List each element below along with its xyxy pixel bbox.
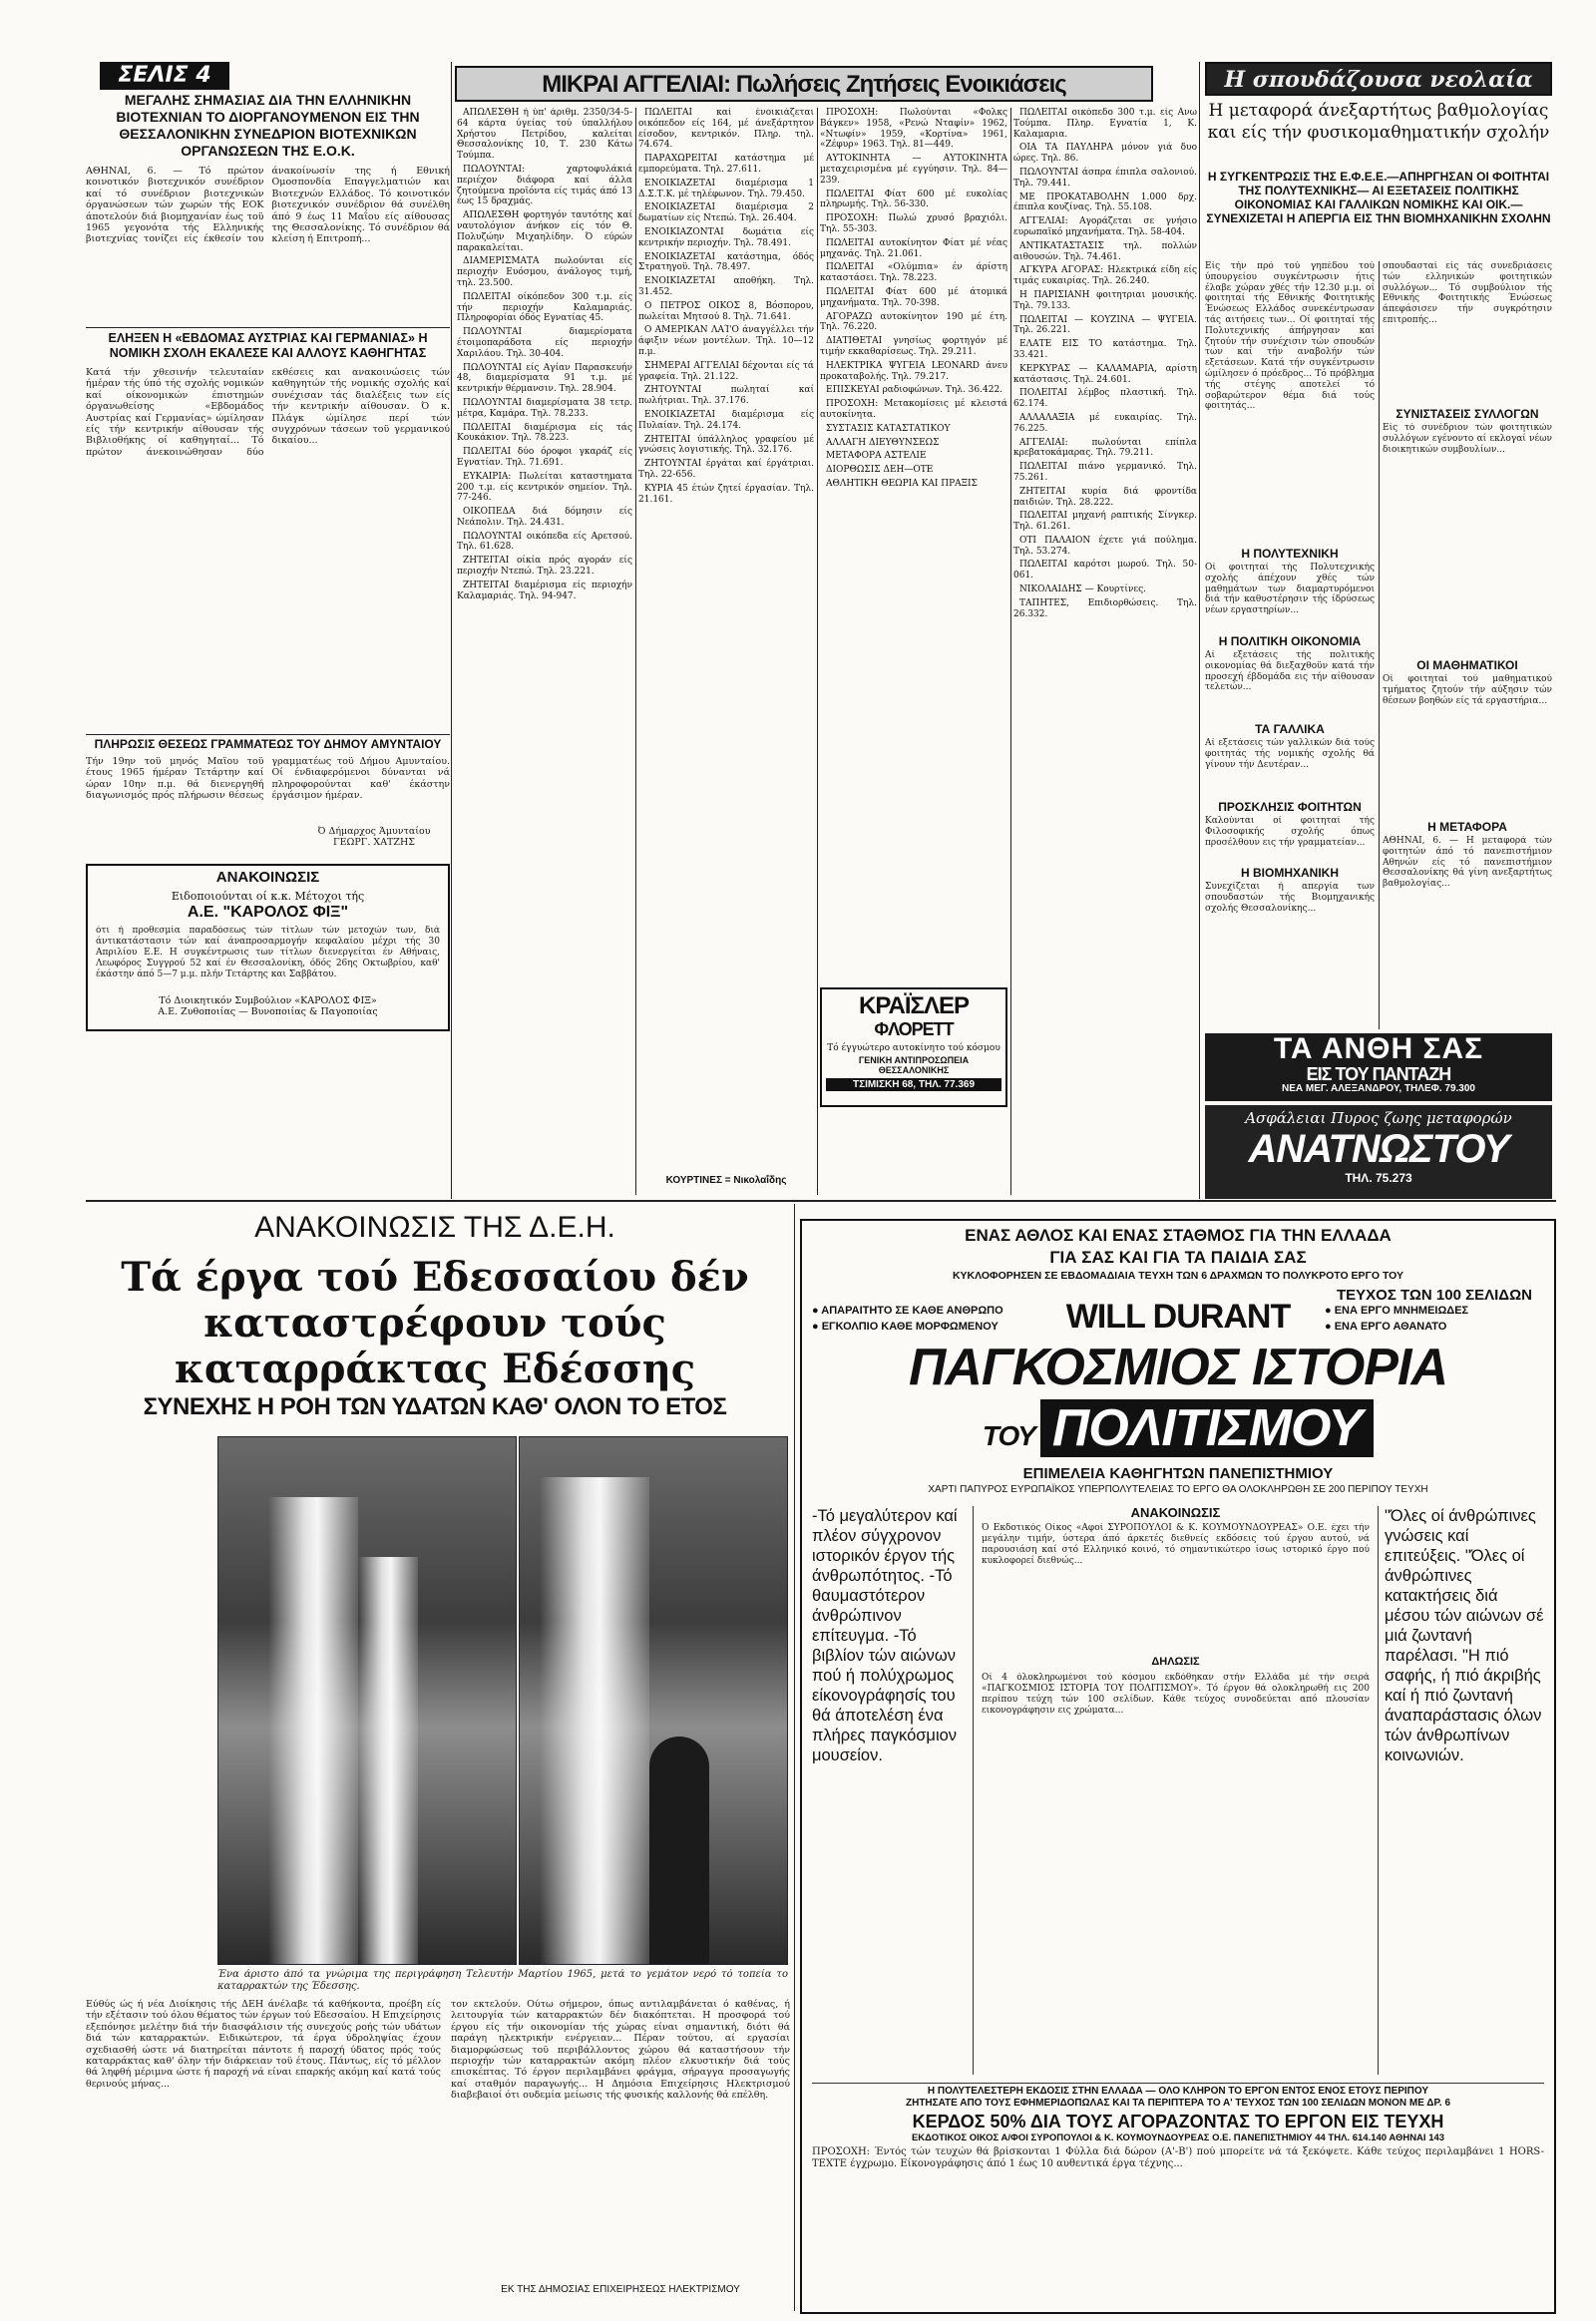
classified-ad: ΕΝΟΙΚΙΑΖΕΤΑΙ κατάστημα, όδός Στρατηγοϋ. Τηλ. 78.497. (638, 251, 814, 273)
durant-title1: ΠΑΓΚΟΣΜΙΟΣ ΙΣΤΟΡΙΑ (908, 1339, 1447, 1397)
announcement-intro: Ειδοποιούνται οί κ.κ. Μέτοχοι τής (171, 889, 365, 903)
classified-ad: ΚΥΡΙΑ 45 έτών ζητεί έργασίαν. Τηλ. 21.161. (638, 483, 814, 505)
announcement-title: ΑΝΑΚΟΙΝΩΣΙΣ (215, 869, 320, 886)
article-amyntaio: Τήν 19ην τοϋ μηνός Μαΐου τοϋ έτους 1965 ήμέραν Τετάρτην καί ώραν 10ην π.μ. θά διενεργηθή διαγωνισμός πρός πλήρωσιν θέσεως γραμματέως τοϋ Δήμου Αμυνταίου. Οί ένδιαφερόμενοι δύνανται νά πληροφορούνται καθ' έκάστην έργάσιμον ήμέραν. (86, 756, 450, 802)
announcement-company: Α.Ε. "ΚΑΡΟΛΟΣ ΦΙΞ" (187, 903, 349, 921)
classified-ad: ΖΗΤΕΙΤΑΙ διαμέρισμα είς περιοχήν Καλαμαριάς. Τηλ. 94-947. (457, 580, 632, 601)
classified-ad: ΠΩΛΕΙΤΑΙ καί ένοικιάζεται οικόπεδον είς 164, μέ άνεξάρτητον είσοδον, κεντρικόν. Πληρ. τηλ. 74.674. (638, 108, 814, 151)
classified-ad: ΠΡΟΣΟΧΗ: Μετακομίσεις μέ κλειστά αυτοκίνητα. (820, 399, 1007, 420)
classifieds-col-c (820, 108, 1007, 985)
classified-ad: ΖΗΤΕΙΤΑΙ ύπάλληλος γραφείου μέ γνώσεις λογιστικής. Τηλ. 32.176. (638, 434, 814, 456)
durant-quote-left: -Τό μεγαλύτερον καί πλέον σύγχρονον ιστορικόν έργον τής άνθρωπότητος. -Τό θαυμαστότερον άνθρώπινον επίτευγμα. -Τό βιβλίον τών αιώνων πού ή πολύχρωμος είκονογράφησίς του θά άποτελέση ένα πλήρες παγκόσμιον μουσείον. (812, 1506, 958, 1764)
classified-ad: ΠΩΛΕΙΤΑΙ — ΚΟΥΖΙΝΑ — ΨΥΓΕΙΑ. Τηλ. 26.221. (1013, 314, 1197, 336)
classified-ad: ΠΩΛΟΥΝΤΑΙ διαμερίσματα έτοιμοπαράδοτα είς περιοχήν Χαριλάου. Τηλ. 30-404. (457, 327, 632, 359)
classified-ad: ΑΘΛΗΤΙΚΗ ΘΕΩΡΙΑ ΚΑΙ ΠΡΑΞΙΣ (826, 478, 978, 489)
durant-footer-5: ΠΡΟΣΟΧΗ: Έντός τών τευχών θά βρίσκονται 1 Φύλλα διά δώρον (Α'-Β') πού μπορείτε νά τά ξεκόψετε. Κάθε τεύχος περιλαμβάνει 1 HORS-TEXTE έγχρωμο. Είκονογράφησις άπό 1 έως 10 αυθεντικά έργα τέχνης... (812, 2145, 1544, 2169)
article-law-school: Κατά τήν χθεσινήν τελευταίαν ήμέραν τής ύπό τής σχολής νομικών καί οίκονομικών έπιστημών όργανωθείσης «Εβδομάδος Αυστρίας καί Γερμανίας» ώμίλησαν είς τήν κεντρικήν αίθουσαν τής Βιβλιοθήκης οί καθηγηταί... Τό πρώτον άνεκοινώθησαν δύο εκθέσεις και ανακοινώσεις τών καθηγητών τής νομικής σχολής καί συνέχισαν τάς διαλέξεις των είς τήν κεντρικήν αίθουσαν. Ό κ. Πλάγκ ώμίλησε περί τών συγχρόνων τάσεων τοϋ γερμανικού δικαίου... (86, 367, 450, 458)
article-vioteχnia: ΑΘΗΝΑΙ, 6. — Τό πρώτον κοινοτικόν βιοτεχνικόν συνέδριον καί τό συνέδριον βιοτεχνικών όργανώσεων τών χωρών τής ΕΟΚ άποτελούν διά βιομηχανίαν έως τοϋ 1965 γεγονότα τής Ελληνικής βιοτεχνίας τονίζει είς έκθεσίν του άνακοίνωσίν της ή Εθνική Ομοσπονδία Επαγγελματιών και Βιοτεχνών Ελλάδος. Τό κοινοτικόν βιοτεχνικόν συνέδριον θά συνέλθη άπό 9 έως 11 Μαΐου είς αίθουσας της Θεσσαλονίκης. Τό συνέδριον θά κλείση ή Επιτροπή... (86, 166, 450, 245)
classified-ad: ΑΓΚΥΡΑ ΑΓΟΡΑΣ: Ηλεκτρικά είδη είς τιμάς ευκαιρίας. Τηλ. 26.240. (1013, 265, 1197, 287)
classified-ad: ΠΩΛΕΙΤΑΙ Φίατ 600 μέ άτομικά μηχανήματα. Τηλ. 70-398. (820, 286, 1007, 308)
flowers-address: ΝΕΑ ΜΕΓ. ΑΛΕΞΑΝΔΡΟΥ, ΤΗΛΕΦ. 79.300 (1282, 1083, 1475, 1094)
durant-title2: ΠΟΛΙΤΙΣΜΟΥ (1040, 1399, 1374, 1457)
youth-sub-polytechnic-text: Οί φοιτηταί τής Πολυτεχνικής σχολής άπέχουν χθές τών μαθημάτων των διαμαρτυρόμενοι διά τήν καθυστέρησιν τής ίδρύσεως νέων εργαστηρίων... (1205, 563, 1375, 616)
durant-paper: ΧΑΡΤΙ ΠΑΠΥΡΟΣ ΕΥΡΩΠΑΪΚΟΣ ΥΠΕΡΠΟΛΥΤΕΛΕΙΑΣ ΤΟ ΕΡΓΟ ΘΑ ΟΛΟΚΛΗΡΩΘΗ ΣΕ 200 ΠΕΡΙΠΟΥ ΤΕΥΧΗ (928, 1484, 1428, 1496)
classified-ad: ΠΩΛΕΙΤΑΙ διαμέρισμα είς τάς Κουκάκιον. Τηλ. 78.223. (457, 422, 632, 444)
chrysler-agency: ΓΕΝΙΚΗ ΑΝΤΙΠΡΟΣΩΠΕΙΑ ΘΕΣΣΑΛΟΝΙΚΗΣ (858, 1055, 970, 1075)
classified-ad: ΣΗΜΕΡΑΙ ΑΓΓΕΛΙΑΙ δέχονται είς τά γραφεία. Τηλ. 21.122. (638, 360, 814, 382)
dei-text-left (86, 1436, 211, 1975)
dei-kicker: ΑΝΑΚΟΙΝΩΣΙΣ ΤΗΣ Δ.Ε.Η. (254, 1211, 615, 1244)
curtains-footer: ΚΟΥΡΤΙΝΕΣ = Νικολαΐδης (665, 1175, 787, 1186)
announcement-sign: Τό Διοικητικόν Συμβούλιον «ΚΑΡΟΛΟΣ ΦΙΞ» (159, 994, 377, 1006)
youth-col-left (1205, 261, 1375, 1029)
classified-banner (455, 66, 1153, 102)
classified-ad: ΠΩΛΟΥΝΤΑΙ είς Αγίαν Παρασκευήν 48, διαμερίσματα 91 τ.μ. μέ κεντρικήν θέρμανσιν. Τηλ. 28.904. (457, 362, 632, 395)
classified-ad: ΠΑΡΑΧΩΡΕΙΤΑΙ κατάστημα μέ εμπορεύματα. Τηλ. 27.611. (638, 154, 814, 175)
youth-sub-polytechnic: Η ΠΟΛΥΤΕΧΝΙΚΗ (1241, 547, 1339, 561)
classified-ad: ΠΩΛΕΙΤΑΙ οικόπεδο 300 τ.μ. είς Ανω Τούμπα. Πληρ. Εγνατία 1, Κ. Καλαμαρια. (1013, 108, 1197, 140)
durant-notice-title: ΑΝΑΚΟΙΝΩΣΙΣ (1130, 1505, 1221, 1520)
classifieds-col-a (457, 108, 632, 1195)
classified-ad: ΔΙΑΤΙΘΕΤΑΙ γνησίως φορτηγόν μέ τιμήν εκκαθαρίσεως. Τηλ. 29.211. (820, 336, 1007, 357)
insurance-name: ΑΝΑΤΝΩΣΤΟΥ (1248, 1127, 1509, 1171)
classified-ad: ΕΝΟΙΚΙΑΖΕΤΑΙ διαμέρισμα 1 Δ.Σ.Τ.Κ. μέ τηλέφωνον. Τηλ. 79.450. (638, 178, 814, 199)
classified-ad: ΤΑΠΗΤΕΣ, Επιδιορθώσεις. Τηλ. 26.332. (1013, 597, 1197, 619)
classified-ad: ΠΩΛΕΙΤΑΙ δύο όροφοι γκαράζ είς Εγνατίαν. Τηλ. 71.691. (457, 447, 632, 468)
classified-ad: ΕΝΟΙΚΙΑΖΕΤΑΙ διαμέρισμα 2 δωματίων είς Ντεπώ. Τηλ. 26.404. (638, 202, 814, 224)
classified-banner-text: ΜΙΚΡΑΙ ΑΓΓΕΛΙΑΙ: Πωλήσεις Ζητήσεις Ενοικιάσεις (542, 71, 1066, 98)
classified-ad: ΑΝΤΙΚΑΤΑΣΤΑΣΙΣ τηλ. πολλών αιθουσών. Τηλ. 74.461. (1013, 240, 1197, 262)
durant-notice-sub: ΔΗΛΩΣΙΣ (1151, 1656, 1200, 1669)
classified-ad: ΖΗΤΕΙΤΑΙ κυρία διά φροντίδα παιδιών. Τηλ. 28.222. (1013, 486, 1197, 508)
youth-sub-mathematicians-text: Οί φοιτηταί τού μαθηματικού τμήματος ζητούν τήν αύξησιν τών θέσεων βοηθών είς τά εργαστήρια... (1383, 674, 1552, 706)
classified-ad: ΟΙΚΟΠΕΔΑ διά δόμησιν είς Νεάπολιν. Τηλ. 24.431. (457, 507, 632, 528)
youth-sub-industrial-text: Συνεχίζεται ή απεργία των σπουδαστών τής Βιομηχανικής σχολής Θεσσαλονίκης... (1205, 882, 1375, 914)
main-headline: ΜΕΓΑΛΗΣ ΣΗΜΑΣΙΑΣ ΔΙΑ ΤΗΝ ΕΛΛΗΝΙΚΗΝ ΒΙΟΤΕΧΝΙΑΝ ΤΟ ΔΙΟΡΓΑΝΟΥΜΕΝΟΝ ΕΙΣ ΤΗΝ ΘΕΣΣΑΛΟΝΙΚΗΝ ΣΥΝΕΔΡΙΟΝ ΒΙΟΤΕΧΝΙΚΩΝ ΟΡΓΑΝΩΣΕΩΝ ΤΗΣ Ε.Ο.Κ. (116, 92, 420, 159)
youth-sub-industrial: Η ΒΙΟΜΗΧΑΝΙΚΗ (1241, 866, 1339, 880)
section-label: ΣΕΛΙΣ 4 (100, 62, 229, 90)
classified-ad: ΑΥΤΟΚΙΝΗΤΑ — ΑΥΤΟΚΙΝΗΤΑ μεταχειρισμένα μέ εγγύησιν. Τηλ. 84—239. (820, 154, 1007, 186)
youth-sub-economy: Η ΠΟΛΙΤΙΚΗ ΟΙΚΟΝΟΜΙΑ (1218, 634, 1362, 648)
chrysler-title: ΚΡΑΪΣΛΕΡ (859, 992, 969, 1019)
classified-ad: ΕΝΟΙΚΙΑΖΕΤΑΙ διαμέρισμα είς Πυλαίαν. Τηλ. 24.174. (638, 409, 814, 431)
youth-sub-mathematicians: ΟΙ ΜΑΘΗΜΑΤΙΚΟΙ (1416, 658, 1518, 672)
durant-bullets-left (812, 1303, 1031, 1335)
classified-ad: ΟΤΙ ΠΑΛΑΙΟΝ έχετε γιά πούλημα. Τηλ. 53.274. (1013, 535, 1197, 557)
youth-sub-unions: ΣΥΝΙΣΤΑΣΕΙΣ ΣΥΛΛΟΓΩΝ (1396, 407, 1539, 421)
durant-title2-pre: ΤΟΥ (982, 1420, 1035, 1452)
classified-ad: ΖΗΤΕΙΤΑΙ οίκία πρός αγοράν είς περιοχήν Ντεπώ. Τηλ. 23.221. (457, 556, 632, 578)
durant-footer-4: ΕΚΔΟΤΙΚΟΣ ΟΙΚΟΣ Α/ΦΟΙ ΣΥΡΟΠΟΥΛΟΙ & Κ. ΚΟΥΜΟΥΝΔΟΥΡΕΑΣ Ο.Ε. ΠΑΝΕΠΙΣΤΗΜΙΟΥ 44 ΤΗΛ. 614.140 ΑΘΗΝΑΙ 143 (911, 2131, 1445, 2143)
durant-author: WILL DURANT (1065, 1298, 1291, 1337)
classified-ad: ΣΥΣΤΑΣΙΣ ΚΑΤΑΣΤΑΤΙΚΟΥ (826, 423, 951, 434)
classified-ad: ΠΩΛΕΙΤΑΙ μηχανή ραπτικής Σίνγκερ. Τηλ. 61.261. (1013, 511, 1197, 533)
insurance-tel: ΤΗΛ. 75.273 (1345, 1171, 1412, 1185)
dei-text-bottom-left: Εύθύς ώς ή νέα Διοίκησις τής ΔΕΗ άνέλαβε τά καθήκοντα, προέβη είς τήν εξέτασιν τού όλου θέματος τών έργων τού Εδεσσαίου. Η Επιχείρησις εξεπόνησε μελέτην διά τήν διασφάλισιν τής συνεχούς ροής τών υδάτων διά τών καταρρακτών. Ειδικώτερον, τά έργα ύδροληψίας έχουν σχεδιασθή ώστε νά διατηρείται πάντοτε ή παροχή ύδατος πρός τούς καταρράκτας καθ' όλην τήν διάρκειαν τοϋ έτους. Πάντως, είς τό μέλλον θά ληφθή μέριμνα ώστε ή παροχή νά είναι επαρκής ακόμη καί κατά τούς θερινούς μήνας... (86, 1999, 441, 2090)
durant-quote-right: "Όλες οί άνθρώπινες γνώσεις καί επιτεύξεις. "Όλες οί άνθρώπινες κατακτήσεις διά μέσου τών αιώνων σέ μιά ζωντανή παρέλασι. "Η πιό σαφής, ή πιό άκριβής καί ή πιό ζωντανή άναπαράστασις όλων τών άνθρωπίνων κοινωνιών. (1385, 1506, 1544, 1764)
chrysler-address: ΤΣΙΜΙΣΚΗ 68, ΤΗΛ. 77.369 (826, 1078, 1001, 1091)
durant-ad (800, 1219, 1556, 2314)
dei-headline: Τά έργα τού Εδεσσαίου δέν καταστρέφουν τούς καταρράκτας Εδέσσης (121, 1254, 749, 1392)
classified-ad: ΚΕΡΚΥΡΑΣ — ΚΑΛΑΜΑΡΙΑ, αρίστη κατάστασις. Τηλ. 24.601. (1013, 363, 1197, 385)
classified-ad: ΔΙΟΡΘΩΣΙΣ ΔΕΗ—ΟΤΕ (826, 465, 934, 476)
dei-text-bottom-right: τον εκτελούν. Ούτω σήμερον, όπως αντιλαμβάνεται ό καθένας, ή λειτουργία τών καταρρακτών δέν διακόπτεται. Η προσφορά τού έργου είς τήν οικονομίαν τής χώρας είναι σημαντική, διότι θά παράγη ηλεκτρικήν ενέργειαν... Πέραν τούτου, αί εργασίαι διαμορφώσεως τοϋ περιβάλλοντος χώρου θά καταστήσουν τήν περιοχήν τών καταρρακτών ακόμη πλέον ελκυστικήν διά τούς επισκέπτας. Τό έργον περιλαμβάνει φράγμα, σήραγγα προσαγωγής καί σταθμόν παραγωγής... Η Δημόσια Επιχείρησις Ηλεκτρισμού διαβεβαιοί ότι ουδεμία μείωσις τής φυσικής καλλονής θά επέλθη. (451, 1999, 790, 2102)
youth-banner (1205, 62, 1552, 96)
durant-bullet-1: ● ΑΠΑΡΑΙΤΗΤΟ ΣΕ ΚΑΘΕ ΑΝΘΡΩΠΟ (812, 1305, 1003, 1318)
headline-law-school: ΕΛΗΞΕΝ Η «ΕΒΔΟΜΑΣ ΑΥΣΤΡΙΑΣ ΚΑΙ ΓΕΡΜΑΝΙΑΣ» Η ΝΟΜΙΚΗ ΣΧΟΛΗ ΕΚΑΛΕΣΕ ΚΑΙ ΑΛΛΟΥΣ ΚΑΘΗΓΗΤΑΣ (108, 331, 428, 360)
classified-ad: ΠΡΟΣΟΧΗ: Πωλώ χρυσό βραχιόλι. Τηλ. 55-303. (820, 213, 1007, 234)
classified-ad: ΠΩΛΕΙΤΑΙ αυτοκίνητον Φίατ μέ νέας μηχανάς. Τηλ. 21.061. (820, 237, 1007, 259)
classified-ad: ΠΩΛΟΥΝΤΑΙ οικόπεδα είς Αρετσού. Τηλ. 61.628. (457, 531, 632, 553)
classified-ad: ΠΩΛΕΙΤΑΙ καρότσι μωρού. Τηλ. 50-061. (1013, 560, 1197, 581)
classified-ad: ΑΓΟΡΑΖΩ αυτοκίνητον 190 μέ έτη. Τηλ. 76.220. (820, 311, 1007, 333)
classified-ad: ΕΛΑΤΕ ΕΙΣ ΤΟ κατάστημα. Τηλ. 33.421. (1013, 339, 1197, 360)
announcement-box (86, 864, 450, 1031)
flowers-title: ΤΑ ΑΝΘΗ ΣΑΣ (1273, 1032, 1484, 1065)
flowers-sub: ΕΙΣ ΤΟΥ ΠΑΝΤΑΖΗ (1306, 1064, 1451, 1084)
youth-sub-french-text: Αί εξετάσεις τών γαλλικών διά τούς φοιτητάς τής νομικής σχολής θά γίνουν τήν Δευτέραν... (1205, 738, 1375, 770)
youth-sub-transfer-text: ΑΘΗΝΑΙ, 6. — Η μεταφορά τών φοιτητών άπό τό πανεπιστήμιον Αθηνών είς τό πανεπιστήμιον Θεσσαλονίκης θά γίνη ανεξαρτήτως βαθμολογίας... (1383, 836, 1552, 890)
dei-subhead: ΣΥΝΕΧΗΣ Η ΡΟΗ ΤΩΝ ΥΔΑΤΩΝ ΚΑΘ' ΟΛΟΝ ΤΟ ΕΤΟΣ (143, 1393, 727, 1420)
youth-sub-unions-text: Είς τό συνέδριον τών φοιτητικών συλλόγων εγένοντο αί εκλογαί νέων διοικητικών συμβουλίων... (1383, 423, 1552, 455)
chrysler-body: Τό έγγυώτερο αυτοκίνητο τού κόσμου (827, 1043, 1000, 1053)
youth-banner-text: Η σπουδάζουσα νεολαία (1224, 67, 1533, 93)
classified-ad: ΑΠΩΛΕΣΘΗ φορτηγόν ταυτότης καί ναυτολόγιον άνήκον είς τόν Θ. Πολυζώην Μιχαηλίδην. Ό εύρών παρακαλείται. (457, 210, 632, 253)
classified-ad: ΝΙΚΟΛΑΙΔΗΣ — Κουρτίνες. (1019, 584, 1146, 595)
classified-ad: Η ΠΑΡΙΣΙΑΝΗ φοιτητριαι μουσικής. Τηλ. 79.133. (1013, 289, 1197, 311)
durant-pages: ΤΕΥΧΟΣ ΤΩΝ 100 ΣΕΛΙΔΩΝ (1337, 1286, 1532, 1304)
classified-ad: ΠΩΛΟΥΝΤΑΙ διαμερίσματα 38 τετρ. μέτρα, Καμάρα. Τηλ. 78.233. (457, 397, 632, 419)
classified-ad: ΠΩΛΕΙΤΑΙ πιάνο γερμανικό. Τηλ. 75.261. (1013, 462, 1197, 483)
amyntaio-signature: Ό Δήμαρχος Άμυνταίου ΓΕΩΡΓ. ΧΑΤΖΗΣ (317, 826, 431, 849)
youth-text-2: σπουδασταί είς τάς συνεδριάσεις τών ελληνικών φοιτητικών συλλόγων... Τό συμβούλιον τής Εθνικής Φοιτητικής Ένώσεως άπεφάσισεν τήν συγκρότησιν επιτροπής... (1383, 261, 1552, 325)
classified-ad: ΗΛΕΚΤΡΙΚΑ ΨΥΓΕΙΑ LEONARD άνευ προκαταβολής. Τηλ. 79.217. (820, 360, 1007, 382)
classified-ad: ΠΩΛΕΙΤΑΙ Φίατ 600 μέ ευκολίας πληρωμής. Τηλ. 56-330. (820, 189, 1007, 210)
headline-amyntaio: ΠΛΗΡΩΣΙΣ ΘΕΣΕΩΣ ΓΡΑΜΜΑΤΕΩΣ ΤΟΥ ΔΗΜΟΥ ΑΜΥΝΤΑΙΟΥ (94, 737, 442, 751)
chrysler-ad (820, 987, 1007, 1107)
classified-ad: ΠΩΛΟΥΝΤΑΙ άσπρα έπιπλα σαλονιού. Τηλ. 79.441. (1013, 167, 1197, 189)
flowers-ad (1205, 1033, 1552, 1101)
youth-subheadline: Η ΣΥΓΚΕΝΤΡΩΣΙΣ ΤΗΣ Ε.Φ.Ε.Ε.—ΑΠΗΡΓΗΣΑΝ ΟΙ ΦΟΙΤΗΤΑΙ ΤΗΣ ΠΟΛΥΤΕΧΝΙΚΗΣ— ΑΙ ΕΞΕΤΑΣΕΙΣ ΠΟΛΙΤΙΚΗΣ ΟΙΚΟΝΟΜΙΑΣ ΚΑΙ ΓΑΛΛΙΚΩΝ ΝΟΜΙΚΗΣ ΚΑΙ ΟΙΚ.—ΣΥΝΕΧΙΖΕΤΑΙ Η ΑΠΕΡΓΙΑ ΕΙΣ ΤΗΝ ΒΙΟΜΗΧΑΝΙΚΗΝ ΣΧΟΛΗΝ (1206, 170, 1551, 225)
classified-ad: ΕΝΟΙΚΙΑΖΕΤΑΙ αποθήκη. Τηλ. 31.452. (638, 276, 814, 297)
durant-footer-1: Η ΠΟΛΥΤΕΛΕΣΤΕΡΗ ΕΚΔΟΣΙΣ ΣΤΗΝ ΕΛΛΑΔΑ — ΟΛΟ ΚΛΗΡΟΝ ΤΟ ΕΡΓΟΝ ΕΝΤΟΣ ΕΝΟΣ ΕΤΟΥΣ ΠΕΡΙΠΟΥ (812, 2083, 1544, 2098)
classified-ad: ΠΩΛΕΙΤΑΙ οίκόπεδον 300 τ.μ. είς τήν περιοχήν Καλαμαριάς. Πληροφορίαι όδός Εγνατίας 45. (457, 291, 632, 324)
waterfall-photo-right (519, 1436, 788, 1965)
classified-ad: ΠΡΟΣΟΧΗ: Πωλούνται «Φολκς Βάγκεν» 1958, «Ρενώ Νταφίν» 1962, «Ντωφίν» 1959, «Κορτίνα» 1961, «Ζέφυρ» 1963. Τηλ. 81—449. (820, 108, 1007, 151)
durant-bullet-4: ● ΕΝΑ ΕΡΓΟ ΑΘΑΝΑΤΟ (1324, 1321, 1447, 1334)
classified-ad: ΕΝΟΙΚΙΑΖΟΝΤΑΙ δωμάτια είς κεντρικήν περιοχήν. Τηλ. 78.491. (638, 226, 814, 248)
youth-sub-invitation: ΠΡΟΣΚΛΗΣΙΣ ΦΟΙΤΗΤΩΝ (1218, 800, 1362, 814)
dei-caption: Ένα άριστο άπό τα γνώριμα της περιγράφηση Τελευτήν Μαρτίου 1965, μετά το γεμάτον νερό τό τοπεία το καταρρακτών της Έδεσσης. (217, 1969, 788, 1992)
waterfall-photo-left (217, 1436, 517, 1965)
youth-col-right (1383, 261, 1552, 1029)
durant-notice-text-2: Οί 4 όλοκληρωμένοι τού κόσμου εκδόθηκαν στήν Ελλάδα μέ τήν σειρά «ΠΑΓΚΟΣΜΙΟΣ ΙΣΤΟΡΙΑ ΤΟΥ ΠΟΛΙΤΙΣΜΟΥ». Τό έργον θά ολοκληρωθή εις 200 περίπου τεύχη τών 100 σελίδων. Κάθε τεύχος συνοδεύεται από πλουσίαν εικονογράφησιν εις χρώματα... (982, 1672, 1370, 1716)
classified-ad: ΖΗΤΟΥΝΤΑΙ πωληταί καί πωλήτριαι. Τηλ. 37.176. (638, 385, 814, 407)
classified-ad: ΔΙΑΜΕΡΙΣΜΑΤΑ πωλούνται είς περιοχήν Ευόσμου, άνάλογος τιμή, τηλ. 23.500. (457, 256, 632, 288)
classifieds-col-b (638, 108, 814, 1195)
youth-sub-transfer: Η ΜΕΤΑΦΟΡΑ (1427, 820, 1507, 834)
durant-notice-text: Ό Εκδοτικός Οίκος «Αφοί ΣΥΡΟΠΟΥΛΟΙ & Κ. ΚΟΥΜΟΥΝΔΟΥΡΕΑΣ» Ο.Ε. έχει τήν μεγάλην τιμήν, ύστερα άπό άρκετές διεθνείς εκδόσεις τού έργου αυτού, νά παρουσιάση καί στό Ελληνικό κοινό, τό σημαντικώτερο ίσως ιστορικό έργο πού κυκλοφορεί διεθνώς... (982, 1523, 1370, 1567)
classified-ad: ΑΓΓΕΛΙΑΙ: πωλούνται επίπλα κρεβατοκάμαρας. Τηλ. 79.211. (1013, 437, 1197, 459)
insurance-top: Ασφάλειαι Πυρος ζωης μεταφορών (1245, 1109, 1512, 1127)
durant-bullet-2: ● ΕΓΚΟΛΠΙΟ ΚΑΘΕ ΜΟΡΦΩΜΕΝΟΥ (812, 1321, 998, 1334)
youth-sub-economy-text: Αί εξετάσεις τής πολιτικής οικονομίας θά διεξαχθοϋν κατά τήν προσεχή έβδομάδα εις τήν αίθουσαν τελετών... (1205, 650, 1375, 693)
youth-sub-french: ΤΑ ΓΑΛΛΙΚΑ (1255, 722, 1325, 736)
durant-line1: ΕΝΑΣ ΑΘΛΟΣ ΚΑΙ ΕΝΑΣ ΣΤΑΘΜΟΣ ΓΙΑ ΤΗΝ ΕΛΛΑΔΑ (965, 1226, 1392, 1245)
durant-footer-2: ΖΗΤΗΣΑΤΕ ΑΠΟ ΤΟΥΣ ΕΦΗΜΕΡΙΔΟΠΩΛΑΣ ΚΑΙ ΤΑ ΠΕΡΙΠΤΕΡΑ ΤΟ Α' ΤΕΥΧΟΣ ΤΩΝ 100 ΣΕΛΙΔΩΝ ΜΟΝΟΝ ΜΕ ΔΡ. 6 (905, 2098, 1450, 2110)
classified-ad: ΕΥΚΑΙΡΙΑ: Πωλείται καταστηματα 200 τ.μ. είς κεντρικόν σημείον. Τηλ. 77-246. (457, 471, 632, 504)
announcement-body: ότι ή προθεσμία παραδόσεως τών τίτλων τών μετοχών των, διά άντικατάστασιν τών καί άναπροσαρμογήν κεφαλαίου μέχρι τής 30 Απριλίου Ε.Ε. Η συγκέντρωσις των τίτλων διενεργείται έν Αθήναις, Λεωφόρος Συγγρού 52 καί έν Θεσσαλονίκη, όδός 26ης Οκτωβρίου, καθ' έκάστην άπό 5—7 μ.μ. πλήν Τετάρτης και Σαββάτου. (96, 925, 440, 979)
youth-text-1: Είς τήν πρό τού γηπέδου τού ύπουργείου συγκέντρωσιν ήτις έλαβε χώραν χθές τήν 12.30 μ.μ. οί φοιτηταί τής Εθνικής Φοιτητικής Ένώσεως Ελλάδος συνεκέντρωσαν τάς αιτήσεις των... Οί φοιτηταί τής Πολυτεχνικής άπήργησαν καί ζητούν τήν συνέχισιν τών σπουδών των καί τήν αναβολήν τών εξετάσεων. Κατά τήν συγκέντρωσιν ώμίλησεν ό πρόεδρος... Τό πρόβλημα τής στέγης αποτελεί τό σοβαρώτερον θέμα διά τούς φοιτητάς... (1205, 261, 1375, 412)
classified-ad: ΑΓΓΕΛΙΑΙ: Αγοράζεται σε γνήσιο ευρωπαϊκό μηχανήματα. Τηλ. 58-404. (1013, 216, 1197, 237)
youth-headline: Η μεταφορά άνεξαρτήτως βαθμολογίας και είς τήν φυσικομαθηματικήν σχολήν (1207, 101, 1550, 143)
insurance-ad (1205, 1105, 1552, 1199)
announcement-footer: Α.Ε. Ζυθοποιίας — Βυνοποιίας & Παγοποιίας (158, 1005, 378, 1017)
classified-ad: Ο ΠΕΤΡΟΣ ΟΙΚΟΣ 8, Βόσπορου, πωλείται Μητσού 8. Τηλ. 71.641. (638, 300, 814, 322)
classified-ad: ΕΠΙΣΚΕΥΑΙ ραδιοφώνων. Τηλ. 36.422. (826, 385, 1003, 396)
classified-ad: ΜΕΤΑΦΟΡΑ ΑΣΤΕΛΙΕ (826, 451, 927, 462)
durant-footer-3: ΚΕΡΔΟΣ 50% ΔΙΑ ΤΟΥΣ ΑΓΟΡΑΖΟΝΤΑΣ ΤΟ ΕΡΓΟΝ ΕΙΣ ΤΕΥΧΗ (912, 2111, 1444, 2131)
classified-ad: ΑΠΩΛΕΣΘΗ ή ύπ' άριθμ. 2350/34-5-64 κάρτα ύγείας τού ύπαλλήλου Χρήστου Πετρίδου, καλείται Θεσσαλονίκης 10, Τ. 230 Κάτω Τούμπα. (457, 108, 632, 162)
youth-sub-invitation-text: Καλούνται οί φοιτηταί τής Φιλοσοφικής σχολής όπως προσέλθουν εις τήν γραμματείαν... (1205, 816, 1375, 848)
classified-ad: ΠΩΛΟΥΝΤΑΙ: χαρτοφυλάκιά περιέχον διάφορα καί άλλα ζητούμενα προϊόντα είς τιμάς άπό 13 έως 15 δραχμάς. (457, 164, 632, 207)
durant-line2: ΓΙΑ ΣΑΣ ΚΑΙ ΓΙΑ ΤΑ ΠΑΙΔΙΑ ΣΑΣ (1049, 1247, 1307, 1267)
classified-ad: ΑΛΛΑΛΑΞΙΑ μέ ευκαιρίας. Τηλ. 76.225. (1013, 412, 1197, 434)
chrysler-sub: ΦΛΟΡΕΤΤ (874, 1019, 954, 1039)
durant-bullet-3: ● ΕΝΑ ΕΡΓΟ ΜΝΗΜΕΙΩΔΕΣ (1324, 1305, 1469, 1318)
classified-ad: ΖΗΤΟΥΝΤΑΙ έργάται καί έργάτριαι. Τηλ. 22-656. (638, 459, 814, 480)
classifieds-col-d (1013, 108, 1197, 1195)
classified-ad: ΑΛΛΑΓΗ ΔΙΕΥΘΥΝΣΕΩΣ (826, 437, 940, 448)
durant-editor: ΕΠΙΜΕΛΕΙΑ ΚΑΘΗΓΗΤΩΝ ΠΑΝΕΠΙΣΤΗΜΙΟΥ (1022, 1465, 1334, 1483)
classified-ad: ΠΟΛΕΙΤΑΙ λέμβος πλαστική. Τηλ. 62.174. (1013, 388, 1197, 410)
classified-ad: ΟΙΑ ΤΑ ΠΑΥΛΗΡΑ μόνον γιά δυο ώρες. Τηλ. 86. (1013, 143, 1197, 165)
durant-bullets-right (1325, 1288, 1544, 1336)
durant-line3: ΚΥΚΛΟΦΟΡΗΣΕΝ ΣΕ ΕΒΔΟΜΑΔΙΑΙΑ ΤΕΥΧΗ ΤΩΝ 6 ΔΡΑΧΜΩΝ ΤΟ ΠΟΛΥΚΡΟΤΟ ΕΡΓΟ ΤΟΥ (952, 1269, 1404, 1282)
classified-ad: ΜΕ ΠΡΟΚΑΤΑΒΟΛΗΝ 1.000 δρχ. έπιπλα κουζίνας. Τηλ. 55.108. (1013, 192, 1197, 213)
dei-source: ΕΚ ΤΗΣ ΔΗΜΟΣΙΑΣ ΕΠΙΧΕΙΡΗΣΕΩΣ ΗΛΕΚΤΡΙΣΜΟΥ (501, 2284, 740, 2295)
classified-ad: ΠΩΛΕΙΤΑΙ «Ολύμπια» έν άρίστη καταστάσει. Τηλ. 78.223. (820, 262, 1007, 284)
classified-ad: Ο ΑΜΕΡΙΚΑΝ ΛΑΊ'Ο άναγγέλλει τήν άφιξιν νέων μοντέλων. Τηλ. 10—12 π.μ. (638, 325, 814, 357)
